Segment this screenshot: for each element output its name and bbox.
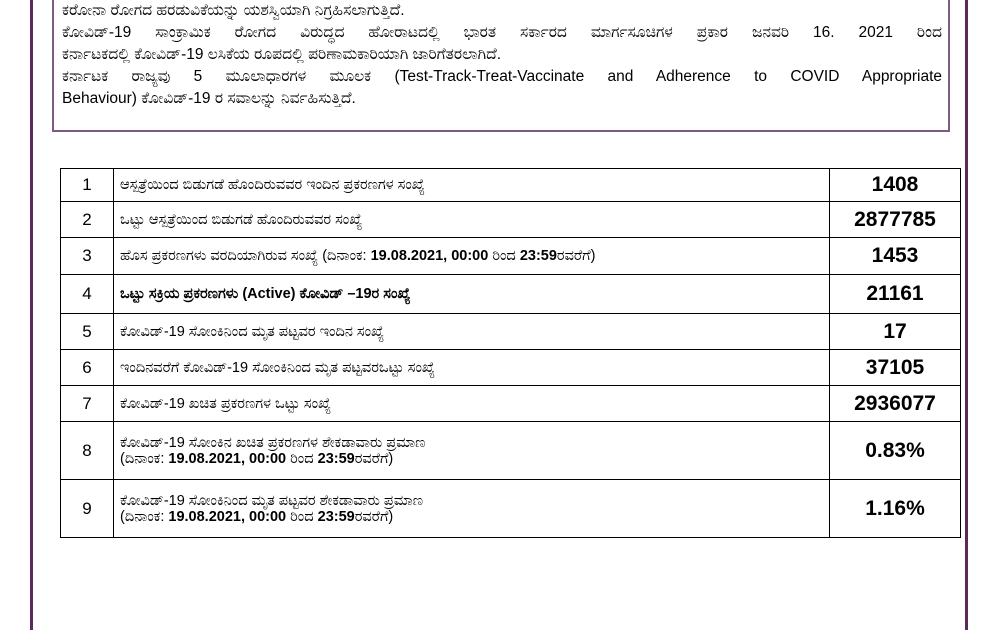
intro-line-3: ಕರ್ನಾಟಕ ರಾಜ್ಯವು 5 ಮೂಲಾಧಾರಗಳ ಮೂಲಕ (Test-Track-Treat-Vaccinate and Adherence to COVID Appropriate [62,68,942,85]
row-description [114,422,830,480]
date-range-end: 23:59 [317,450,355,467]
table-row [61,314,961,350]
covid-stats-table [60,168,961,538]
date-range-end: 23:59 [317,508,355,525]
row-description [114,238,830,275]
intro-line-4: Behaviour) ಕೋವಿಡ್-19 ರ ಸವಾಲನ್ನು ನಿರ್ವಹಿಸುತ್ತಿದೆ. [62,90,356,107]
row-value: 37105 [830,350,961,386]
row-value: 21161 [830,275,961,314]
intro-line-2: ಕರ್ನಾಟಕದಲ್ಲಿ ಕೋವಿಡ್-19 ಲಸಿಕೆಯ ರೂಪದಲ್ಲಿ ಪರಿಣಾಮಕಾರಿಯಾಗಿ ಜಾರಿಗೆತರಲಾಗಿದೆ. [62,46,502,63]
desc-line: ಕೋವಿಡ್-19 ಸೋಂಕಿನ ಖಚಿತ ಪ್ರಕರಣಗಳ ಶೇಕಡಾವಾರು ಪ್ರಮಾಣ [120,434,426,451]
date-range-start: 19.08.2021, 00:00 [370,248,489,264]
row-value: 2936077 [830,386,961,422]
table-row [61,480,961,538]
row-number: 7 [61,386,114,422]
row-description: ಒಟ್ಟು ಸಕ್ರಿಯ ಪ್ರಕರಣಗಳು (Active) ಕೋವಿಡ್ –19ರ ಸಂಖ್ಯೆ [114,275,830,314]
desc-date-line [120,509,823,525]
row-value: 0.83% [830,422,961,480]
intro-box [52,0,950,132]
row-value: 2877785 [830,202,961,238]
desc-text: (ದಿನಾಂಕ: [120,450,169,467]
row-number: 9 [61,480,114,538]
row-description: ಕೋವಿಡ್-19 ಖಚಿತ ಪ್ರಕರಣಗಳ ಒಟ್ಟು ಸಂಖ್ಯೆ [114,386,830,422]
table-row [61,275,961,314]
row-value: 1.16% [830,480,961,538]
desc-text: ರಿಂದ [286,450,318,467]
table-row [61,350,961,386]
desc-line: ಕೋವಿಡ್-19 ಸೋಂಕಿನಿಂದ ಮೃತ ಪಟ್ಟವರ ಶೇಕಡಾವಾರು ಪ್ರಮಾಣ [120,492,424,509]
table-row [61,202,961,238]
row-number: 8 [61,422,114,480]
desc-text: ಹೊಸ ಪ್ರಕರಣಗಳು ವರದಿಯಾಗಿರುವ ಸಂಖ್ಯೆ (ದಿನಾಂಕ: [120,248,371,264]
row-value: 17 [830,314,961,350]
date-range-end: 23:59 [519,248,557,264]
row-description: ಒಟ್ಟು ಆಸ್ಪತ್ರೆಯಿಂದ ಬಿಡುಗಡೆ ಹೊಂದಿರುವವರ ಸಂಖ್ಯೆ [114,202,830,238]
row-number: 4 [61,275,114,314]
intro-line-0: ಕರೋನಾ ರೋಗದ ಹರಡುವಿಕೆಯನ್ನು ಯಶಸ್ವಿಯಾಗಿ ನಿಗ್ರಹಿಸಲಾಗುತ್ತಿದೆ. [62,2,405,19]
row-value: 1453 [830,238,961,275]
row-number: 5 [61,314,114,350]
desc-text: ರಿಂದ [488,248,520,264]
row-number: 2 [61,202,114,238]
row-number: 1 [61,169,114,202]
desc-text: (ದಿನಾಂಕ: [120,508,169,525]
desc-text: ರವರೆಗೆ) [354,508,394,525]
intro-line-1: ಕೋವಿಡ್-19 ಸಾಂಕ್ರಾಮಿಕ ರೋಗದ ವಿರುದ್ಧದ ಹೋರಾಟದಲ್ಲಿ ಭಾರತ ಸರ್ಕಾರದ ಮಾರ್ಗಸೂಚಿಗಳ ಪ್ರಕಾರ ಜನವರಿ 16. 2021 ರಿಂದ [62,24,942,41]
row-description: ಕೋವಿಡ್-19 ಸೋಂಕಿನಿಂದ ಮೃತ ಪಟ್ಟವರ ಇಂದಿನ ಸಂಖ್ಯೆ [114,314,830,350]
desc-text: ರವರೆಗೆ) [556,248,596,264]
table-row [61,386,961,422]
desc-date-line [120,451,823,467]
date-range-start: 19.08.2021, 00:00 [168,450,287,467]
row-description: ಆಸ್ಪತ್ರೆಯಿಂದ ಬಿಡುಗಡೆ ಹೊಂದಿರುವವರ ಇಂದಿನ ಪ್ರಕರಣಗಳ ಸಂಖ್ಯೆ [114,169,830,202]
row-value: 1408 [830,169,961,202]
table-row [61,422,961,480]
row-number: 6 [61,350,114,386]
desc-text: ರವರೆಗೆ) [354,450,394,467]
row-number: 3 [61,238,114,275]
row-description [114,480,830,538]
table-row [61,169,961,202]
table-row [61,238,961,275]
date-range-start: 19.08.2021, 00:00 [168,508,287,525]
row-description: ಇಂದಿನವರೆಗೆ ಕೋವಿಡ್-19 ಸೋಂಕಿನಿಂದ ಮೃತ ಪಟ್ಟವರಒಟ್ಟು ಸಂಖ್ಯೆ [114,350,830,386]
desc-text: ರಿಂದ [286,508,318,525]
